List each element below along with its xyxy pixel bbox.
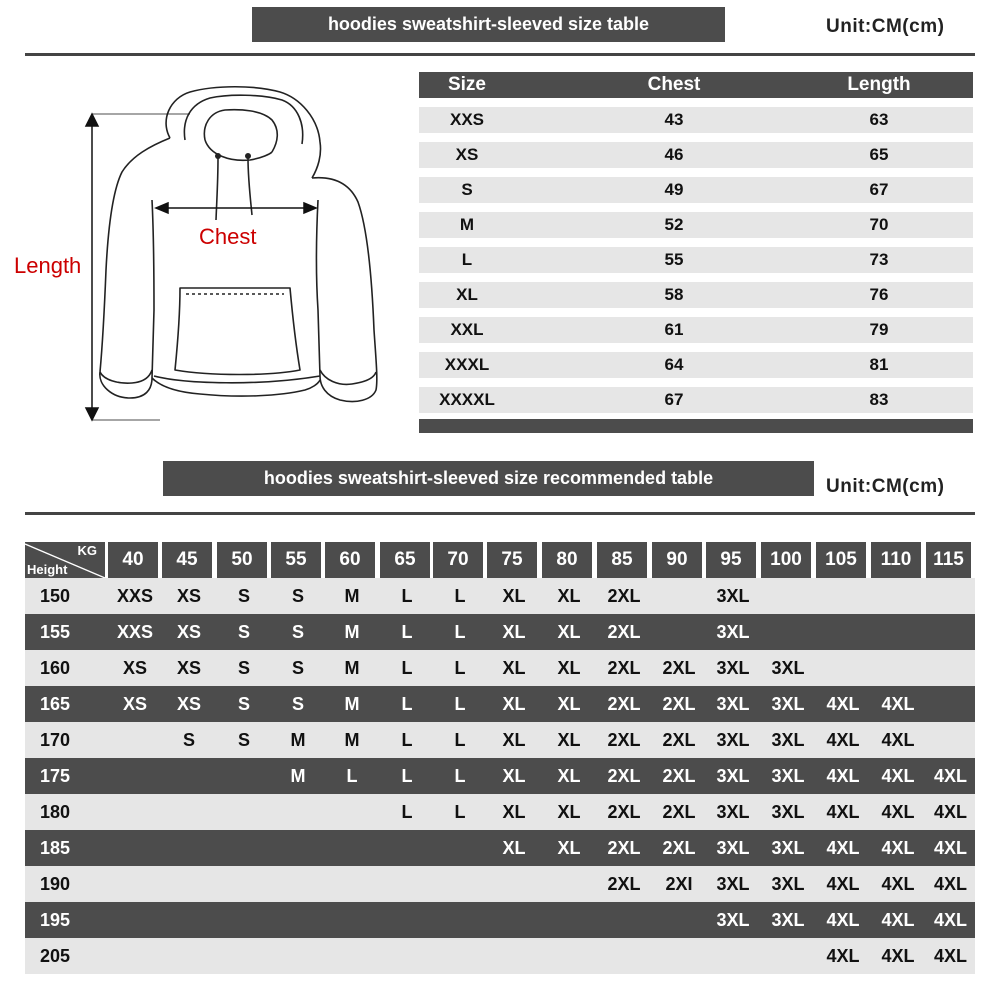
size-table-row — [419, 387, 973, 413]
size-recommendation-cell — [487, 902, 541, 938]
size-recommendation-cell: 2XL — [607, 729, 641, 750]
size-recommendation-cell: 4XL — [826, 837, 860, 858]
kg-header-cell: 80 — [542, 542, 592, 578]
size-recommendation-cell — [816, 614, 870, 650]
size-recommendation-cell: 3XL — [716, 657, 750, 678]
size-recommendation-cell: 3XL — [716, 801, 750, 822]
kg-header-cell: 85 — [597, 542, 647, 578]
size-recommendation-cell: L — [401, 693, 413, 714]
chest-arrow-icon — [156, 203, 316, 213]
size-recommendation-cell — [217, 794, 271, 830]
kg-header-cell: 115 — [926, 542, 971, 578]
size-recommendation-cell: L — [454, 585, 466, 606]
size-recommendation-cell: 3XL — [771, 765, 805, 786]
size-recommendation-cell: XL — [557, 621, 581, 642]
size-table-row — [419, 142, 973, 168]
size-recommendation-cell — [217, 902, 271, 938]
height-cell: 190 — [39, 873, 71, 894]
size-recommendation-cell: L — [401, 621, 413, 642]
size-recommendation-cell — [542, 902, 596, 938]
size-recommendation-cell: 2XL — [662, 693, 696, 714]
size-recommendation-cell: 2XL — [662, 765, 696, 786]
size-recommendation-cell: 2XL — [607, 657, 641, 678]
size-cell: XL — [456, 285, 478, 304]
rec-table-row — [25, 578, 975, 614]
size-recommendation-cell: 4XL — [826, 945, 860, 966]
size-recommendation-cell: 3XL — [716, 837, 750, 858]
size-recommendation-cell: 4XL — [881, 765, 915, 786]
drawstring-grommet-icon — [245, 153, 251, 159]
size-recommendation-cell: L — [401, 729, 413, 750]
size-cell: XXXXL — [439, 390, 495, 409]
corner-cell — [25, 542, 105, 578]
size-recommendation-cell: 3XL — [771, 909, 805, 930]
size-recommendation-cell — [108, 758, 162, 794]
size-recommendation-cell: S — [182, 729, 195, 750]
height-cell: 180 — [39, 801, 71, 822]
size-recommendation-cell — [926, 614, 975, 650]
size-recommendation-cell — [271, 830, 325, 866]
size-recommendation-cell: XS — [122, 657, 147, 678]
length-cell: 73 — [869, 250, 889, 269]
middle-divider — [25, 512, 975, 515]
length-header: Length — [847, 74, 911, 95]
size-recommendation-cell: XS — [176, 657, 201, 678]
size-recommendation-cell: 4XL — [881, 729, 915, 750]
size-recommendation-cell — [380, 866, 434, 902]
size-recommendation-cell — [108, 902, 162, 938]
size-recommendation-cell: XL — [502, 801, 526, 822]
size-recommendation-cell: 2XL — [662, 657, 696, 678]
size-recommendation-cell: 3XL — [771, 693, 805, 714]
size-table-row — [419, 177, 973, 203]
height-cell: 150 — [39, 585, 71, 606]
height-cell: 195 — [39, 909, 71, 930]
size-recommendation-cell — [652, 578, 706, 614]
length-cell: 79 — [869, 320, 889, 339]
rec-table-row — [25, 686, 975, 722]
size-recommendation-cell: 2XL — [607, 765, 641, 786]
size-table-row — [419, 247, 973, 273]
size-cell: L — [461, 250, 473, 269]
size-recommendation-cell: 4XL — [826, 729, 860, 750]
size-recommendation-cell — [926, 722, 975, 758]
size-recommendation-cell: XS — [176, 585, 201, 606]
size-recommendation-cell: S — [291, 657, 304, 678]
size-recommendation-cell — [217, 866, 271, 902]
size-recommendation-cell: M — [344, 657, 360, 678]
size-recommendation-cell: XL — [502, 657, 526, 678]
rec-table-row — [25, 758, 975, 794]
height-cell: 205 — [39, 945, 71, 966]
size-recommendation-cell — [871, 614, 925, 650]
size-recommendation-cell: 2XL — [607, 621, 641, 642]
size-recommendation-cell: 2XI — [665, 873, 693, 894]
size-table-unit: Unit:CM(cm) — [826, 16, 945, 37]
height-cell: 170 — [39, 729, 71, 750]
size-header: Size — [447, 74, 487, 95]
size-table-row — [419, 212, 973, 238]
size-recommendation-cell: S — [291, 621, 304, 642]
height-cell: 155 — [39, 621, 71, 642]
size-recommendation-cell — [542, 866, 596, 902]
size-recommendation-cell: XL — [557, 657, 581, 678]
size-recommendation-cell — [108, 938, 162, 974]
size-cell: S — [461, 180, 473, 199]
size-cell: XS — [455, 145, 479, 164]
size-recommendation-cell: XL — [557, 801, 581, 822]
kg-header-cell: 90 — [652, 542, 702, 578]
size-recommendation-cell: 4XL — [933, 765, 967, 786]
length-cell: 83 — [869, 390, 889, 409]
size-recommendation-cell: XL — [557, 693, 581, 714]
size-recommendation-cell: 4XL — [826, 693, 860, 714]
size-recommendation-cell — [325, 938, 379, 974]
chest-cell: 46 — [664, 145, 684, 164]
length-cell: 70 — [869, 215, 889, 234]
size-recommendation-cell — [325, 794, 379, 830]
chest-cell: 58 — [664, 285, 684, 304]
rec-table-row — [25, 794, 975, 830]
size-recommendation-cell: 3XL — [716, 621, 750, 642]
size-recommendation-cell — [926, 650, 975, 686]
size-recommendation-cell: 2XL — [662, 729, 696, 750]
size-recommendation-cell: 4XL — [881, 693, 915, 714]
size-recommendation-cell: XL — [502, 621, 526, 642]
size-recommendation-cell — [162, 938, 216, 974]
size-recommendation-cell: 3XL — [771, 801, 805, 822]
size-recommendation-cell — [652, 902, 706, 938]
size-recommendation-cell: S — [237, 693, 250, 714]
length-cell: 81 — [869, 355, 889, 374]
height-cell: 165 — [39, 693, 71, 714]
size-recommendation-cell — [871, 578, 925, 614]
kg-header-cell: 110 — [871, 542, 921, 578]
size-recommendation-cell: 3XL — [716, 585, 750, 606]
size-recommendation-cell — [162, 902, 216, 938]
length-cell: 65 — [869, 145, 889, 164]
size-recommendation-cell — [816, 650, 870, 686]
drawstring-grommet-icon — [215, 153, 221, 159]
size-recommendation-cell: M — [290, 729, 306, 750]
height-cell: 160 — [39, 657, 71, 678]
size-cell: XXL — [450, 320, 484, 339]
size-recommendation-cell — [271, 866, 325, 902]
size-recommendation-cell: 2XL — [607, 837, 641, 858]
size-recommendation-cell: 2XL — [662, 801, 696, 822]
size-recommendation-cell: 4XL — [826, 909, 860, 930]
chest-label: Chest — [199, 224, 257, 249]
chest-cell: 52 — [664, 215, 684, 234]
chest-cell: 55 — [664, 250, 684, 269]
size-recommendation-cell — [325, 902, 379, 938]
size-recommendation-cell — [433, 830, 487, 866]
size-recommendation-cell — [487, 938, 541, 974]
size-recommendation-cell: XL — [502, 585, 526, 606]
size-recommendation-cell: S — [237, 657, 250, 678]
rec-table-row — [25, 614, 975, 650]
size-recommendation-cell — [542, 938, 596, 974]
kg-header-cell: 95 — [706, 542, 756, 578]
size-recommendation-cell — [271, 902, 325, 938]
size-recommendation-cell: XL — [557, 765, 581, 786]
size-recommendation-cell: 4XL — [933, 801, 967, 822]
size-recommendation-cell: 4XL — [826, 873, 860, 894]
size-table-header — [419, 72, 973, 98]
kg-header-cell: 40 — [108, 542, 158, 578]
size-recommendation-cell: 4XL — [881, 873, 915, 894]
top-divider — [25, 53, 975, 56]
size-recommendation-cell — [271, 794, 325, 830]
size-recommendation-cell — [217, 758, 271, 794]
rec-table-row — [25, 722, 975, 758]
size-recommendation-cell: 2XL — [607, 873, 641, 894]
size-recommendation-cell: 4XL — [933, 945, 967, 966]
size-recommendation-cell: S — [237, 729, 250, 750]
size-recommendation-cell — [433, 938, 487, 974]
size-recommendation-cell: 3XL — [716, 693, 750, 714]
size-recommendation-cell — [162, 758, 216, 794]
size-recommendation-cell: 4XL — [933, 909, 967, 930]
size-recommendation-cell — [761, 578, 815, 614]
corner-height-label: Height — [27, 562, 68, 577]
chest-header: Chest — [647, 74, 701, 95]
size-recommendation-cell — [380, 830, 434, 866]
size-recommendation-cell: L — [454, 765, 466, 786]
size-recommendation-cell: XS — [176, 693, 201, 714]
length-cell: 67 — [869, 180, 889, 199]
size-recommendation-cell — [162, 794, 216, 830]
size-recommendation-cell — [597, 902, 651, 938]
size-cell: XXXL — [444, 355, 490, 374]
kg-header-cell: 60 — [325, 542, 375, 578]
size-recommendation-cell: 2XL — [607, 693, 641, 714]
size-table-footer — [419, 419, 973, 433]
size-recommendation-cell: 3XL — [771, 729, 805, 750]
size-recommendation-cell — [108, 866, 162, 902]
size-recommendation-cell: 3XL — [716, 765, 750, 786]
chest-cell: 64 — [664, 355, 684, 374]
size-recommendation-cell: 3XL — [716, 909, 750, 930]
size-recommendation-cell: 4XL — [881, 945, 915, 966]
size-recommendation-cell: S — [291, 693, 304, 714]
size-recommendation-cell: L — [454, 801, 466, 822]
size-recommendation-cell: 4XL — [826, 765, 860, 786]
chest-cell: 61 — [664, 320, 684, 339]
size-recommendation-cell — [217, 830, 271, 866]
kg-header-cell: 75 — [487, 542, 537, 578]
size-recommendation-cell: XL — [557, 585, 581, 606]
kg-header-cell: 55 — [271, 542, 321, 578]
size-table-row — [419, 107, 973, 133]
rec-table-row — [25, 830, 975, 866]
size-table-row — [419, 352, 973, 378]
size-recommendation-cell — [926, 578, 975, 614]
size-recommendation-cell — [487, 866, 541, 902]
length-label: Length — [14, 253, 82, 278]
size-recommendation-cell: 2XL — [662, 837, 696, 858]
size-recommendation-cell: S — [237, 585, 250, 606]
size-cell: XXS — [449, 110, 485, 129]
size-cell: M — [459, 215, 475, 234]
size-recommendation-cell — [108, 794, 162, 830]
size-recommendation-cell: XL — [502, 837, 526, 858]
rec-table-row — [25, 902, 975, 938]
size-recommendation-cell: M — [344, 585, 360, 606]
rec-table-title: hoodies sweatshirt-sleeved size recommended table — [163, 461, 814, 496]
size-recommendation-cell — [325, 830, 379, 866]
size-recommendation-cell — [380, 902, 434, 938]
size-recommendation-cell: XXS — [116, 621, 154, 642]
length-cell: 63 — [869, 110, 889, 129]
size-recommendation-cell — [162, 830, 216, 866]
size-recommendation-cell: 4XL — [881, 801, 915, 822]
kg-header-cell: 100 — [761, 542, 811, 578]
height-cell: 185 — [39, 837, 71, 858]
kg-header-cell: 105 — [816, 542, 866, 578]
size-table-title: hoodies sweatshirt-sleeved size table — [252, 7, 725, 42]
size-recommendation-cell: M — [344, 693, 360, 714]
size-recommendation-cell: 4XL — [826, 801, 860, 822]
size-recommendation-cell: M — [290, 765, 306, 786]
size-recommendation-cell — [761, 938, 815, 974]
size-recommendation-cell: L — [401, 657, 413, 678]
size-recommendation-cell: XXS — [116, 585, 154, 606]
size-recommendation-cell — [271, 938, 325, 974]
size-recommendation-cell: S — [237, 621, 250, 642]
size-recommendation-cell: L — [454, 621, 466, 642]
kg-header-cell: 45 — [162, 542, 212, 578]
size-recommendation-cell: L — [454, 693, 466, 714]
size-recommendation-cell — [380, 938, 434, 974]
size-recommendation-cell: 2XL — [607, 801, 641, 822]
size-recommendation-cell: 2XL — [607, 585, 641, 606]
rec-table-header — [25, 542, 975, 578]
size-recommendation-cell: M — [344, 621, 360, 642]
size-recommendation-cell: L — [401, 585, 413, 606]
size-recommendation-cell: L — [454, 657, 466, 678]
size-recommendation-cell: S — [291, 585, 304, 606]
size-recommendation-cell: 4XL — [933, 837, 967, 858]
size-recommendation-cell: XL — [557, 837, 581, 858]
size-recommendation-cell — [871, 650, 925, 686]
size-recommendation-cell: 4XL — [881, 837, 915, 858]
size-table-row — [419, 317, 973, 343]
size-recommendation-cell — [761, 614, 815, 650]
size-recommendation-cell: XL — [557, 729, 581, 750]
size-recommendation-cell: XL — [502, 729, 526, 750]
size-recommendation-cell: 3XL — [771, 873, 805, 894]
corner-kg-label: KG — [77, 543, 97, 558]
size-recommendation-cell: 3XL — [771, 837, 805, 858]
size-recommendation-cell — [433, 902, 487, 938]
size-recommendation-cell: 3XL — [716, 729, 750, 750]
size-recommendation-cell: L — [401, 801, 413, 822]
size-recommendation-cell: XL — [502, 765, 526, 786]
size-recommendation-cell: L — [346, 765, 358, 786]
size-recommendation-cell — [652, 614, 706, 650]
size-table — [419, 72, 973, 433]
size-recommendation-cell — [162, 866, 216, 902]
size-recommendation-cell: L — [401, 765, 413, 786]
size-recommendation-cell: 4XL — [933, 873, 967, 894]
size-recommendation-cell: XS — [122, 693, 147, 714]
size-recommendation-cell: L — [454, 729, 466, 750]
size-recommendation-cell — [433, 866, 487, 902]
hoodie-diagram — [0, 80, 420, 440]
height-cell: 175 — [39, 765, 71, 786]
size-recommendation-cell: M — [344, 729, 360, 750]
size-recommendation-cell — [325, 866, 379, 902]
size-table-row — [419, 282, 973, 308]
size-recommendation-cell — [108, 722, 162, 758]
size-recommendation-cell — [108, 830, 162, 866]
kg-header-cell: 50 — [217, 542, 267, 578]
chest-cell: 67 — [664, 390, 684, 409]
rec-table-row — [25, 866, 975, 902]
size-recommendation-cell — [597, 938, 651, 974]
chest-cell: 49 — [664, 180, 684, 199]
size-recommendation-cell: 4XL — [881, 909, 915, 930]
size-recommendation-cell: XS — [176, 621, 201, 642]
kg-header-cell: 65 — [380, 542, 430, 578]
size-recommendation-cell — [816, 578, 870, 614]
size-recommendation-cell: 3XL — [716, 873, 750, 894]
size-recommendation-cell — [706, 938, 760, 974]
length-cell: 76 — [869, 285, 889, 304]
rec-table-row — [25, 938, 975, 974]
size-recommendation-cell: XL — [502, 693, 526, 714]
size-recommendation-cell — [217, 938, 271, 974]
chest-cell: 43 — [664, 110, 684, 129]
size-recommendation-cell — [926, 686, 975, 722]
recommended-size-table — [25, 542, 975, 974]
size-recommendation-cell: 3XL — [771, 657, 805, 678]
rec-table-unit: Unit:CM(cm) — [826, 476, 945, 497]
rec-table-row — [25, 650, 975, 686]
kg-header-cell: 70 — [433, 542, 483, 578]
size-recommendation-cell — [652, 938, 706, 974]
